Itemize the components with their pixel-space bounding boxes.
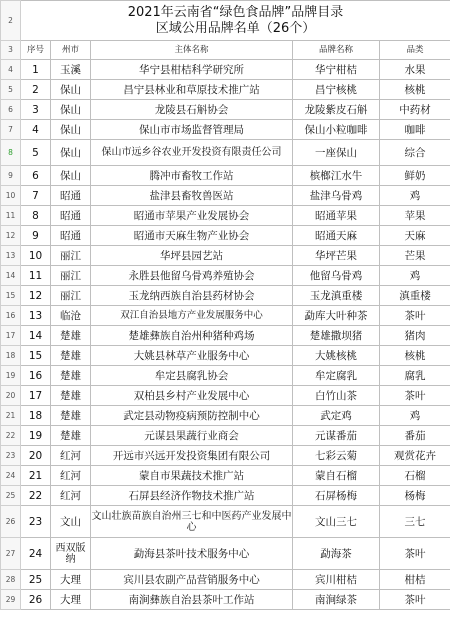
cell-entity[interactable]: 大姚县林草产业服务中心 bbox=[91, 346, 293, 366]
cell-category[interactable]: 茶叶 bbox=[380, 306, 450, 326]
row-number[interactable]: 15 bbox=[1, 286, 21, 306]
cell-brand[interactable]: 昌宁核桃 bbox=[293, 80, 380, 100]
cell-city[interactable]: 红河 bbox=[51, 466, 91, 486]
table-row bbox=[1, 326, 450, 346]
cell-entity[interactable]: 永胜县他留乌骨鸡养殖协会 bbox=[91, 266, 293, 286]
cell-brand[interactable]: 他留乌骨鸡 bbox=[293, 266, 380, 286]
row-number[interactable]: 7 bbox=[1, 120, 21, 140]
cell-category[interactable]: 番茄 bbox=[380, 426, 450, 446]
table-row bbox=[1, 140, 450, 166]
cell-category[interactable]: 柑桔 bbox=[380, 570, 450, 590]
cell-no[interactable]: 18 bbox=[21, 406, 51, 426]
row-number[interactable]: 12 bbox=[1, 226, 21, 246]
cell-no[interactable]: 20 bbox=[21, 446, 51, 466]
cell-brand[interactable]: 宾川柑桔 bbox=[293, 570, 380, 590]
cell-no[interactable]: 6 bbox=[21, 166, 51, 186]
cell-no[interactable]: 10 bbox=[21, 246, 51, 266]
cell-category[interactable]: 鲜奶 bbox=[380, 166, 450, 186]
cell-brand[interactable]: 武定鸡 bbox=[293, 406, 380, 426]
cell-entity[interactable]: 文山壮族苗族自治州三七和中医药产业发展中心 bbox=[91, 506, 293, 538]
cell-brand[interactable]: 元谋番茄 bbox=[293, 426, 380, 446]
cell-city[interactable]: 丽江 bbox=[51, 286, 91, 306]
cell-category[interactable]: 茶叶 bbox=[380, 386, 450, 406]
table-row bbox=[1, 120, 450, 140]
cell-no[interactable]: 19 bbox=[21, 426, 51, 446]
row-number[interactable]: 11 bbox=[1, 206, 21, 226]
cell-entity[interactable]: 腾冲市畜牧工作站 bbox=[91, 166, 293, 186]
cell-city[interactable]: 昭通 bbox=[51, 206, 91, 226]
cell-category[interactable]: 咖啡 bbox=[380, 120, 450, 140]
cell-brand[interactable]: 勐库大叶种茶 bbox=[293, 306, 380, 326]
cell-entity[interactable]: 双江自治县地方产业发展服务中心 bbox=[91, 306, 293, 326]
cell-no[interactable]: 14 bbox=[21, 326, 51, 346]
cell-brand[interactable]: 昭通天麻 bbox=[293, 226, 380, 246]
cell-entity[interactable]: 蒙自市果蔬技术推广站 bbox=[91, 466, 293, 486]
table-row bbox=[1, 306, 450, 326]
cell-entity[interactable]: 勐海县茶叶技术服务中心 bbox=[91, 538, 293, 570]
table-row bbox=[1, 446, 450, 466]
cell-brand[interactable]: 华宁柑桔 bbox=[293, 60, 380, 80]
cell-no[interactable]: 11 bbox=[21, 266, 51, 286]
cell-entity[interactable]: 玉龙纳西族自治县药材协会 bbox=[91, 286, 293, 306]
cell-city[interactable]: 保山 bbox=[51, 100, 91, 120]
cell-no[interactable]: 13 bbox=[21, 306, 51, 326]
cell-category[interactable]: 芒果 bbox=[380, 246, 450, 266]
cell-brand[interactable]: 一座保山 bbox=[293, 140, 380, 166]
cell-brand[interactable]: 石屏杨梅 bbox=[293, 486, 380, 506]
row-number[interactable]: 3 bbox=[1, 41, 21, 60]
cell-entity[interactable]: 牟定县腐乳协会 bbox=[91, 366, 293, 386]
cell-entity[interactable]: 华坪县园艺站 bbox=[91, 246, 293, 266]
header-category[interactable]: 品类 bbox=[380, 41, 450, 60]
row-number[interactable]: 25 bbox=[1, 486, 21, 506]
cell-city[interactable]: 楚雄 bbox=[51, 406, 91, 426]
header-brand[interactable]: 品牌名称 bbox=[293, 41, 380, 60]
table-row bbox=[1, 60, 450, 80]
cell-city[interactable]: 楚雄 bbox=[51, 326, 91, 346]
cell-city[interactable]: 文山 bbox=[51, 506, 91, 538]
cell-no[interactable]: 15 bbox=[21, 346, 51, 366]
cell-category[interactable]: 天麻 bbox=[380, 226, 450, 246]
cell-city[interactable]: 西双版纳 bbox=[51, 538, 91, 570]
cell-category[interactable]: 鸡 bbox=[380, 266, 450, 286]
cell-category[interactable]: 猪肉 bbox=[380, 326, 450, 346]
header-no[interactable]: 序号 bbox=[21, 41, 51, 60]
table-row bbox=[1, 570, 450, 590]
cell-entity[interactable]: 昌宁县林业和草原技术推广站 bbox=[91, 80, 293, 100]
cell-city[interactable]: 楚雄 bbox=[51, 386, 91, 406]
header-city[interactable]: 州市 bbox=[51, 41, 91, 60]
cell-entity[interactable]: 宾川县农副产品营销服务中心 bbox=[91, 570, 293, 590]
cell-category[interactable]: 茶叶 bbox=[380, 538, 450, 570]
cell-brand[interactable]: 蒙自石榴 bbox=[293, 466, 380, 486]
cell-brand[interactable]: 大姚核桃 bbox=[293, 346, 380, 366]
cell-brand[interactable]: 保山小粒咖啡 bbox=[293, 120, 380, 140]
cell-no[interactable]: 7 bbox=[21, 186, 51, 206]
cell-entity[interactable]: 开远市兴远开发投资集团有限公司 bbox=[91, 446, 293, 466]
cell-entity[interactable]: 盐津县畜牧兽医站 bbox=[91, 186, 293, 206]
cell-city[interactable]: 楚雄 bbox=[51, 426, 91, 446]
title-row bbox=[1, 1, 450, 41]
cell-entity[interactable]: 石屏县经济作物技术推广站 bbox=[91, 486, 293, 506]
table-row bbox=[1, 486, 450, 506]
cell-brand[interactable]: 七彩云菊 bbox=[293, 446, 380, 466]
cell-category[interactable]: 综合 bbox=[380, 140, 450, 166]
row-number[interactable]: 8 bbox=[1, 140, 21, 166]
table-row bbox=[1, 100, 450, 120]
cell-category[interactable]: 核桃 bbox=[380, 80, 450, 100]
row-number[interactable]: 22 bbox=[1, 426, 21, 446]
table-row bbox=[1, 426, 450, 446]
cell-brand[interactable]: 白竹山茶 bbox=[293, 386, 380, 406]
cell-entity[interactable]: 昭通市天麻生物产业协会 bbox=[91, 226, 293, 246]
row-number[interactable]: 26 bbox=[1, 506, 21, 538]
table-row bbox=[1, 166, 450, 186]
cell-no[interactable]: 9 bbox=[21, 226, 51, 246]
cell-brand[interactable]: 龙陵紫皮石斛 bbox=[293, 100, 380, 120]
row-number[interactable]: 9 bbox=[1, 166, 21, 186]
table-row bbox=[1, 466, 450, 486]
cell-category[interactable]: 水果 bbox=[380, 60, 450, 80]
cell-city[interactable]: 保山 bbox=[51, 120, 91, 140]
row-number[interactable]: 4 bbox=[1, 60, 21, 80]
cell-no[interactable]: 17 bbox=[21, 386, 51, 406]
cell-category[interactable]: 茶叶 bbox=[380, 590, 450, 610]
cell-entity[interactable]: 武定县动物疫病预防控制中心 bbox=[91, 406, 293, 426]
row-number[interactable]: 20 bbox=[1, 386, 21, 406]
cell-category[interactable]: 鸡 bbox=[380, 406, 450, 426]
cell-no[interactable]: 4 bbox=[21, 120, 51, 140]
cell-entity[interactable]: 昭通市苹果产业发展协会 bbox=[91, 206, 293, 226]
cell-city[interactable]: 楚雄 bbox=[51, 346, 91, 366]
cell-category[interactable]: 苹果 bbox=[380, 206, 450, 226]
header-row bbox=[1, 41, 450, 60]
table-row bbox=[1, 206, 450, 226]
cell-no[interactable]: 24 bbox=[21, 538, 51, 570]
row-number[interactable]: 23 bbox=[1, 446, 21, 466]
cell-brand[interactable]: 勐海茶 bbox=[293, 538, 380, 570]
row-number[interactable]: 16 bbox=[1, 306, 21, 326]
cell-city[interactable]: 保山 bbox=[51, 166, 91, 186]
cell-no[interactable]: 23 bbox=[21, 506, 51, 538]
cell-entity[interactable]: 华宁县柑桔科学研究所 bbox=[91, 60, 293, 80]
title-line-1: 2021年云南省“绿色食品牌”品牌目录 bbox=[127, 4, 344, 20]
cell-brand[interactable]: 华坪芒果 bbox=[293, 246, 380, 266]
cell-entity[interactable]: 楚雄彝族自治州种猪种鸡场 bbox=[91, 326, 293, 346]
table-row bbox=[1, 226, 450, 246]
cell-category[interactable]: 观赏花卉 bbox=[380, 446, 450, 466]
cell-city[interactable]: 红河 bbox=[51, 486, 91, 506]
cell-category[interactable]: 滇重楼 bbox=[380, 286, 450, 306]
table-row bbox=[1, 386, 450, 406]
cell-entity[interactable]: 龙陵县石斛协会 bbox=[91, 100, 293, 120]
cell-no[interactable]: 26 bbox=[21, 590, 51, 610]
cell-brand[interactable]: 文山三七 bbox=[293, 506, 380, 538]
cell-city[interactable]: 玉溪 bbox=[51, 60, 91, 80]
cell-category[interactable]: 核桃 bbox=[380, 346, 450, 366]
row-number[interactable]: 17 bbox=[1, 326, 21, 346]
cell-entity[interactable]: 保山市市场监督管理局 bbox=[91, 120, 293, 140]
row-number[interactable]: 10 bbox=[1, 186, 21, 206]
table-row bbox=[1, 266, 450, 286]
table-row bbox=[1, 590, 450, 610]
cell-city[interactable]: 大理 bbox=[51, 570, 91, 590]
table-row bbox=[1, 538, 450, 570]
cell-no[interactable]: 3 bbox=[21, 100, 51, 120]
header-entity[interactable]: 主体名称 bbox=[91, 41, 293, 60]
cell-entity[interactable]: 双柏县乡村产业发展中心 bbox=[91, 386, 293, 406]
cell-brand[interactable]: 槟榔江水牛 bbox=[293, 166, 380, 186]
row-number[interactable]: 21 bbox=[1, 406, 21, 426]
cell-no[interactable]: 16 bbox=[21, 366, 51, 386]
row-number[interactable]: 27 bbox=[1, 538, 21, 570]
cell-brand[interactable]: 南涧绿茶 bbox=[293, 590, 380, 610]
cell-no[interactable]: 1 bbox=[21, 60, 51, 80]
cell-no[interactable]: 2 bbox=[21, 80, 51, 100]
cell-no[interactable]: 22 bbox=[21, 486, 51, 506]
cell-city[interactable]: 昭通 bbox=[51, 226, 91, 246]
row-number[interactable]: 24 bbox=[1, 466, 21, 486]
cell-city[interactable]: 丽江 bbox=[51, 246, 91, 266]
cell-entity[interactable]: 元谋县果蔬行业商会 bbox=[91, 426, 293, 446]
cell-city[interactable]: 保山 bbox=[51, 140, 91, 166]
cell-city[interactable]: 楚雄 bbox=[51, 366, 91, 386]
cell-no[interactable]: 8 bbox=[21, 206, 51, 226]
table-row bbox=[1, 186, 450, 206]
cell-brand[interactable]: 牟定腐乳 bbox=[293, 366, 380, 386]
table-title[interactable] bbox=[21, 1, 450, 41]
cell-category[interactable]: 鸡 bbox=[380, 186, 450, 206]
row-number[interactable]: 5 bbox=[1, 80, 21, 100]
row-number[interactable]: 14 bbox=[1, 266, 21, 286]
table-row bbox=[1, 406, 450, 426]
cell-city[interactable]: 保山 bbox=[51, 80, 91, 100]
row-number[interactable]: 13 bbox=[1, 246, 21, 266]
row-number[interactable]: 29 bbox=[1, 590, 21, 610]
cell-brand[interactable]: 楚雄撒坝猪 bbox=[293, 326, 380, 346]
table-row bbox=[1, 506, 450, 538]
row-number[interactable]: 2 bbox=[1, 1, 21, 41]
cell-category[interactable]: 杨梅 bbox=[380, 486, 450, 506]
table-row bbox=[1, 346, 450, 366]
cell-brand[interactable]: 昭通苹果 bbox=[293, 206, 380, 226]
cell-no[interactable]: 25 bbox=[21, 570, 51, 590]
cell-category[interactable]: 三七 bbox=[380, 506, 450, 538]
cell-no[interactable]: 21 bbox=[21, 466, 51, 486]
row-number[interactable]: 6 bbox=[1, 100, 21, 120]
cell-entity[interactable]: 保山市远乡谷农业开发投资有限责任公司 bbox=[91, 140, 293, 166]
cell-city[interactable]: 昭通 bbox=[51, 186, 91, 206]
cell-brand[interactable]: 玉龙滇重楼 bbox=[293, 286, 380, 306]
cell-city[interactable]: 红河 bbox=[51, 446, 91, 466]
row-number[interactable]: 19 bbox=[1, 366, 21, 386]
cell-city[interactable]: 临沧 bbox=[51, 306, 91, 326]
row-number[interactable]: 28 bbox=[1, 570, 21, 590]
cell-brand[interactable]: 盐津乌骨鸡 bbox=[293, 186, 380, 206]
table-row bbox=[1, 246, 450, 266]
table-row bbox=[1, 366, 450, 386]
title-line-2: 区域公用品牌名单（26个） bbox=[155, 20, 316, 36]
cell-category[interactable]: 石榴 bbox=[380, 466, 450, 486]
cell-category[interactable]: 中药材 bbox=[380, 100, 450, 120]
table-row bbox=[1, 286, 450, 306]
cell-no[interactable]: 12 bbox=[21, 286, 51, 306]
table-row bbox=[1, 80, 450, 100]
cell-entity[interactable]: 南涧彝族自治县茶叶工作站 bbox=[91, 590, 293, 610]
cell-category[interactable]: 腐乳 bbox=[380, 366, 450, 386]
cell-city[interactable]: 大理 bbox=[51, 590, 91, 610]
cell-city[interactable]: 丽江 bbox=[51, 266, 91, 286]
cell-no[interactable]: 5 bbox=[21, 140, 51, 166]
row-number[interactable]: 18 bbox=[1, 346, 21, 366]
